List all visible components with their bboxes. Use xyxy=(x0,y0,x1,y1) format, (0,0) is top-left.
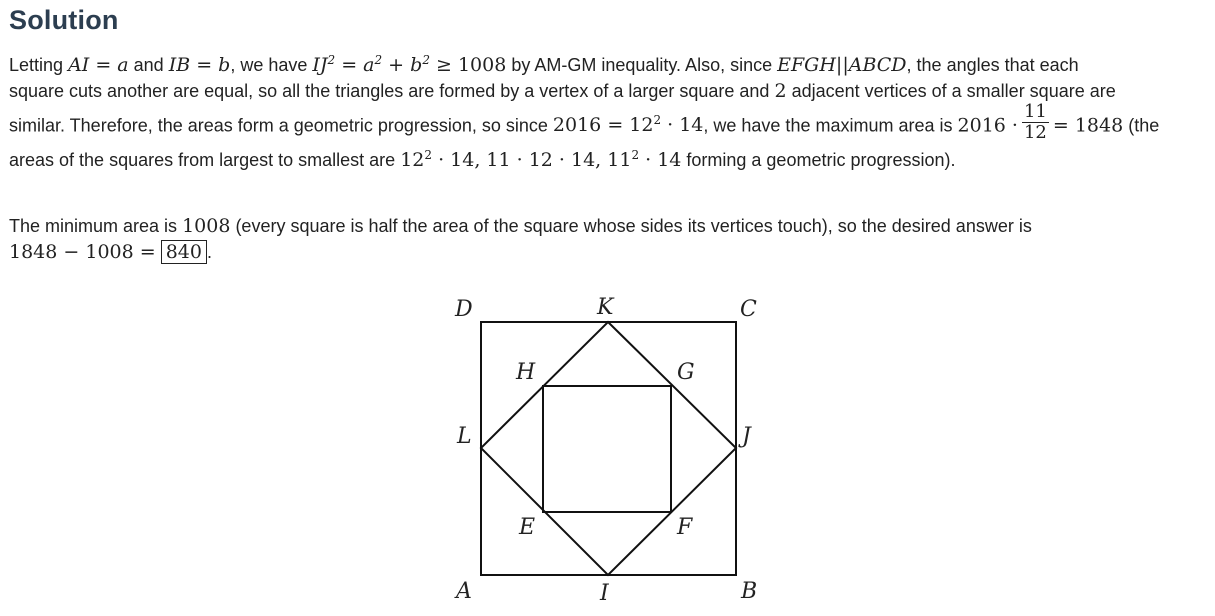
line-1: Letting AI = a and IB = b, we have $IJ^2 = a^2 + b^2 \ge 1008$ by AM-GM inequality. Also, since EFGH||ABCD, the angles that each xyxy=(9,53,1079,76)
label-I: I xyxy=(600,581,609,606)
label-D: D xyxy=(455,297,473,322)
label-K: K xyxy=(597,295,614,320)
boxed-answer: 840 xyxy=(161,240,207,264)
fraction-11-12: $\frac{11}{12}$ xyxy=(1023,101,1047,143)
label-C: C xyxy=(740,297,757,322)
line-6: 1848 − 1008 = 840 . xyxy=(9,241,212,263)
label-B: B xyxy=(741,579,758,604)
line-4: areas of the squares from largest to smallest are $12^2 \cdot 14$, 11 · 12 · 14, $11^2 \cdot 14$ forming a geometric progression). xyxy=(9,148,956,171)
line-2: square cuts another are equal, so all the triangles are formed by a vertex of a larger square and 2 adjacent vertices of a smaller square are xyxy=(9,80,1116,102)
line-3: similar. Therefore, the areas form a geometric progression, so since $2016 = 12^2 \cdot 14$, we have the maximum area is 2016 · $\frac{11}{12}$ = 1848 (the xyxy=(9,101,1160,143)
solution-heading: Solution xyxy=(9,5,119,35)
label-H: H xyxy=(516,360,536,385)
label-E: E xyxy=(519,515,536,540)
label-L: L xyxy=(457,424,472,449)
label-F: F xyxy=(677,515,693,540)
label-A: A xyxy=(456,579,472,604)
label-J: J xyxy=(742,424,751,449)
label-G: G xyxy=(677,360,695,385)
inner-square-efgh xyxy=(543,386,671,512)
line-5: The minimum area is 1008 (every square is half the area of the square whose sides its vertices touch), so the desired answer is xyxy=(9,215,1032,237)
